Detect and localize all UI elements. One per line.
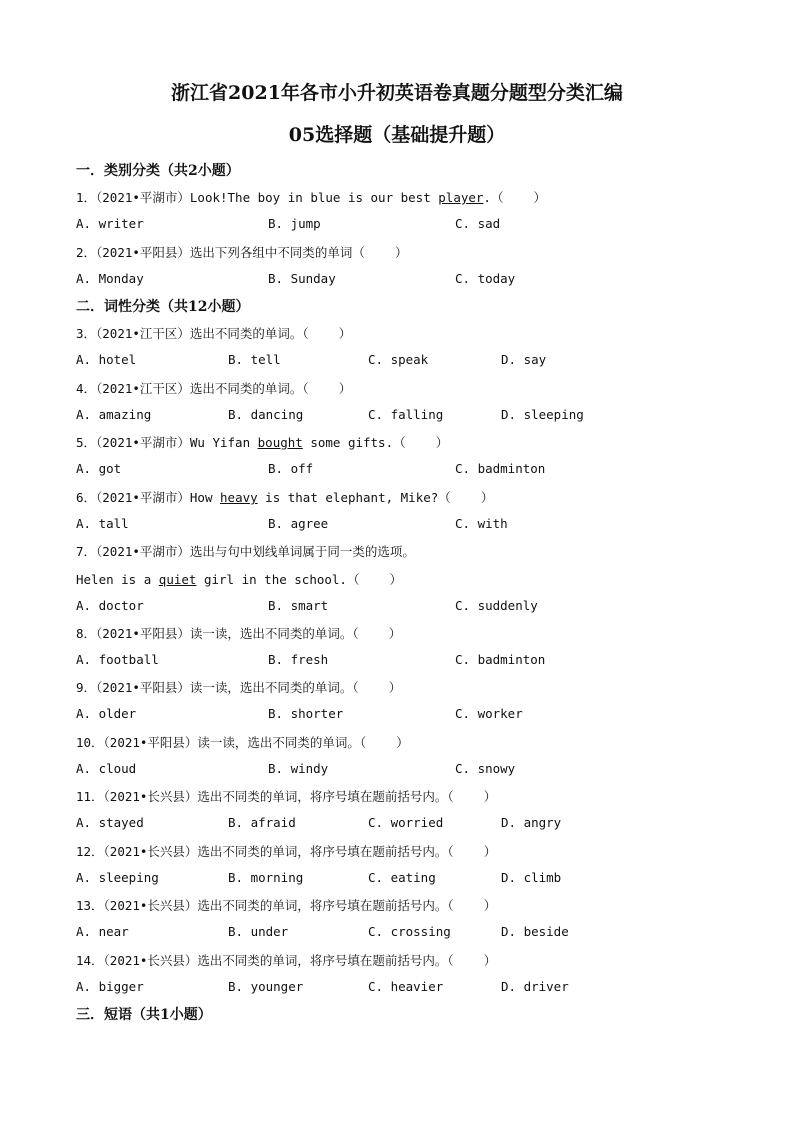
option-a: A. older [76, 706, 137, 721]
option-c: C. with [455, 516, 508, 531]
option-c: C. crossing [368, 924, 451, 939]
option-a: A. football [76, 652, 159, 667]
question-1: 1．（2021•平湖市）Look!The boy in blue is our best player.（ ） [76, 190, 547, 205]
option-a: A. amazing [76, 407, 152, 422]
question-9: 9．（2021•平阳县）读一读，选出不同类的单词。（ ） [76, 680, 402, 695]
option-c: C. worried [368, 815, 444, 830]
option-b: B. jump [268, 216, 321, 231]
option-c: C. sad [455, 216, 501, 231]
option-a: A. hotel [76, 352, 137, 367]
section-heading: 一．类别分类（共2小题） [76, 163, 240, 179]
option-a: A. near [76, 924, 129, 939]
option-c: C. today [455, 271, 516, 286]
option-b: B. under [228, 924, 289, 939]
option-d: D. driver [501, 979, 569, 994]
option-b: B. windy [268, 761, 329, 776]
question-7-sentence: Helen is a quiet girl in the school.（ ） [76, 572, 403, 587]
option-d: D. climb [501, 870, 562, 885]
option-c: C. eating [368, 870, 436, 885]
option-c: C. worker [455, 706, 523, 721]
option-d: D. beside [501, 924, 569, 939]
question-6: 6．（2021•平湖市）How heavy is that elephant, Mike?（ ） [76, 490, 494, 505]
option-a: A. tall [76, 516, 129, 531]
question-12: 12．（2021•长兴县）选出不同类的单词，将序号填在题前括号内。（ ） [76, 844, 497, 859]
option-b: B. afraid [228, 815, 296, 830]
question-2: 2．（2021•平阳县）选出下列各组中不同类的单词（ ） [76, 245, 408, 260]
question-11: 11．（2021•长兴县）选出不同类的单词，将序号填在题前括号内。（ ） [76, 789, 497, 804]
option-c: C. speak [368, 352, 429, 367]
option-c: C. heavier [368, 979, 444, 994]
option-b: B. tell [228, 352, 281, 367]
question-13: 13．（2021•长兴县）选出不同类的单词，将序号填在题前括号内。（ ） [76, 898, 497, 913]
page-subtitle: 05选择题（基础提升题） [288, 124, 506, 146]
option-a: A. Monday [76, 271, 144, 286]
question-5: 5．（2021•平湖市）Wu Yifan bought some gifts.（ ） [76, 435, 449, 450]
question-14: 14．（2021•长兴县）选出不同类的单词，将序号填在题前括号内。（ ） [76, 953, 497, 968]
section-heading: 二．词性分类（共12小题） [76, 299, 250, 315]
option-c: C. suddenly [455, 598, 538, 613]
question-10: 10．（2021•平阳县）读一读，选出不同类的单词。（ ） [76, 735, 409, 750]
option-c: C. badminton [455, 461, 546, 476]
option-a: A. bigger [76, 979, 144, 994]
option-a: A. cloud [76, 761, 137, 776]
option-a: A. got [76, 461, 122, 476]
question-4: 4．（2021•江干区）选出不同类的单词。（ ） [76, 381, 352, 396]
option-b: B. morning [228, 870, 304, 885]
option-b: B. younger [228, 979, 304, 994]
option-a: A. writer [76, 216, 144, 231]
option-c: C. badminton [455, 652, 546, 667]
option-c: C. falling [368, 407, 444, 422]
option-b: B. fresh [268, 652, 329, 667]
option-b: B. Sunday [268, 271, 336, 286]
page-title: 浙江省2021年各市小升初英语卷真题分题型分类汇编 [171, 82, 623, 104]
option-b: B. dancing [228, 407, 304, 422]
option-d: D. sleeping [501, 407, 584, 422]
option-b: B. shorter [268, 706, 344, 721]
option-c: C. snowy [455, 761, 516, 776]
section-heading: 三．短语（共1小题） [76, 1007, 212, 1023]
question-7: 7．（2021•平湖市）选出与句中划线单词属于同一类的选项。 [76, 544, 415, 559]
option-d: D. angry [501, 815, 562, 830]
option-b: B. off [268, 461, 314, 476]
option-a: A. doctor [76, 598, 144, 613]
option-a: A. sleeping [76, 870, 159, 885]
question-3: 3．（2021•江干区）选出不同类的单词。（ ） [76, 326, 352, 341]
question-8: 8．（2021•平阳县）读一读，选出不同类的单词。（ ） [76, 626, 402, 641]
option-b: B. agree [268, 516, 329, 531]
option-b: B. smart [268, 598, 329, 613]
option-d: D. say [501, 352, 547, 367]
option-a: A. stayed [76, 815, 144, 830]
